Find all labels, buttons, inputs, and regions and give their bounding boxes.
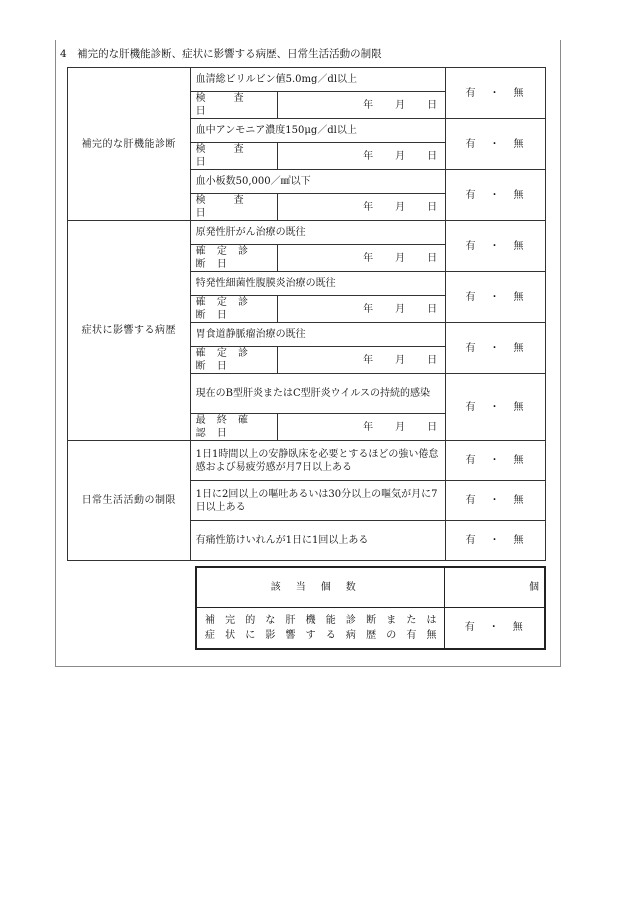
date-label: 確 定 診 断 日 [190,245,277,272]
item-label: 血中アンモニア濃度150μg／dl以上 [190,119,445,143]
date-field[interactable]: 年 月 日 [277,143,446,170]
applicable-count-field[interactable] [445,567,545,607]
date-label: 検 査 日 [190,143,277,170]
item-label: 有痛性筋けいれんが1日に1回以上ある [190,521,445,561]
applicable-count-label: 該当個数 [196,567,445,607]
date-label: 確 定 診 断 日 [190,347,277,374]
category-daily-activity: 日常生活活動の制限 [68,441,191,561]
yes-no-choice[interactable]: 有 ・ 無 [446,481,546,521]
presence-label: 補完的な肝機能診断または 症状に影響する病歴の有無 [196,607,445,649]
yes-no-choice[interactable]: 有 ・ 無 [446,323,546,374]
item-label: 1日に2回以上の嘔吐あるいは30分以上の嘔気が月に7日以上ある [190,481,445,521]
section-heading: 4 補完的な肝機能診断、症状に影響する病歴、日常生活活動の制限 [60,48,382,60]
item-label: 1日1時間以上の安静臥床を必要とするほどの強い倦怠感および易疲労感が月7日以上ある [190,441,445,481]
date-label: 最 終 確 認 日 [190,414,277,441]
summary-table [195,566,546,650]
date-field[interactable]: 年 月 日 [277,296,446,323]
yes-no-choice[interactable]: 有 ・ 無 [446,441,546,481]
date-field[interactable]: 年 月 日 [277,194,446,221]
yes-no-choice[interactable]: 有 ・ 無 [446,68,546,119]
criteria-table [67,67,546,561]
yes-no-choice[interactable]: 有 ・ 無 [446,374,546,441]
item-label: 原発性肝がん治療の既往 [190,221,445,245]
date-field[interactable]: 年 月 日 [277,245,446,272]
yes-no-choice[interactable]: 有 ・ 無 [446,272,546,323]
yes-no-choice[interactable]: 有 ・ 無 [446,119,546,170]
date-label: 検 査 日 [190,92,277,119]
yes-no-choice[interactable]: 有 ・ 無 [446,170,546,221]
item-label: 特発性細菌性腹膜炎治療の既往 [190,272,445,296]
category-medical-history: 症状に影響する病歴 [68,221,191,441]
yes-no-choice[interactable]: 有 ・ 無 [445,607,545,649]
item-label: 血小板数50,000／㎣以下 [190,170,445,194]
date-field[interactable]: 年 月 日 [277,347,446,374]
item-label: 現在のB型肝炎またはC型肝炎ウイルスの持続的感染 [190,374,445,414]
date-label: 確 定 診 断 日 [190,296,277,323]
category-liver-diagnosis: 補完的な肝機能診断 [68,68,191,221]
date-field[interactable]: 年 月 日 [277,92,446,119]
date-field[interactable]: 年 月 日 [277,414,446,441]
yes-no-choice[interactable]: 有 ・ 無 [446,521,546,561]
count-unit: 個 [529,581,539,593]
yes-no-choice[interactable]: 有 ・ 無 [446,221,546,272]
item-label: 胃食道静脈瘤治療の既往 [190,323,445,347]
date-label: 検 査 日 [190,194,277,221]
item-label: 血清総ビリルビン値5.0mg／dl以上 [190,68,445,92]
